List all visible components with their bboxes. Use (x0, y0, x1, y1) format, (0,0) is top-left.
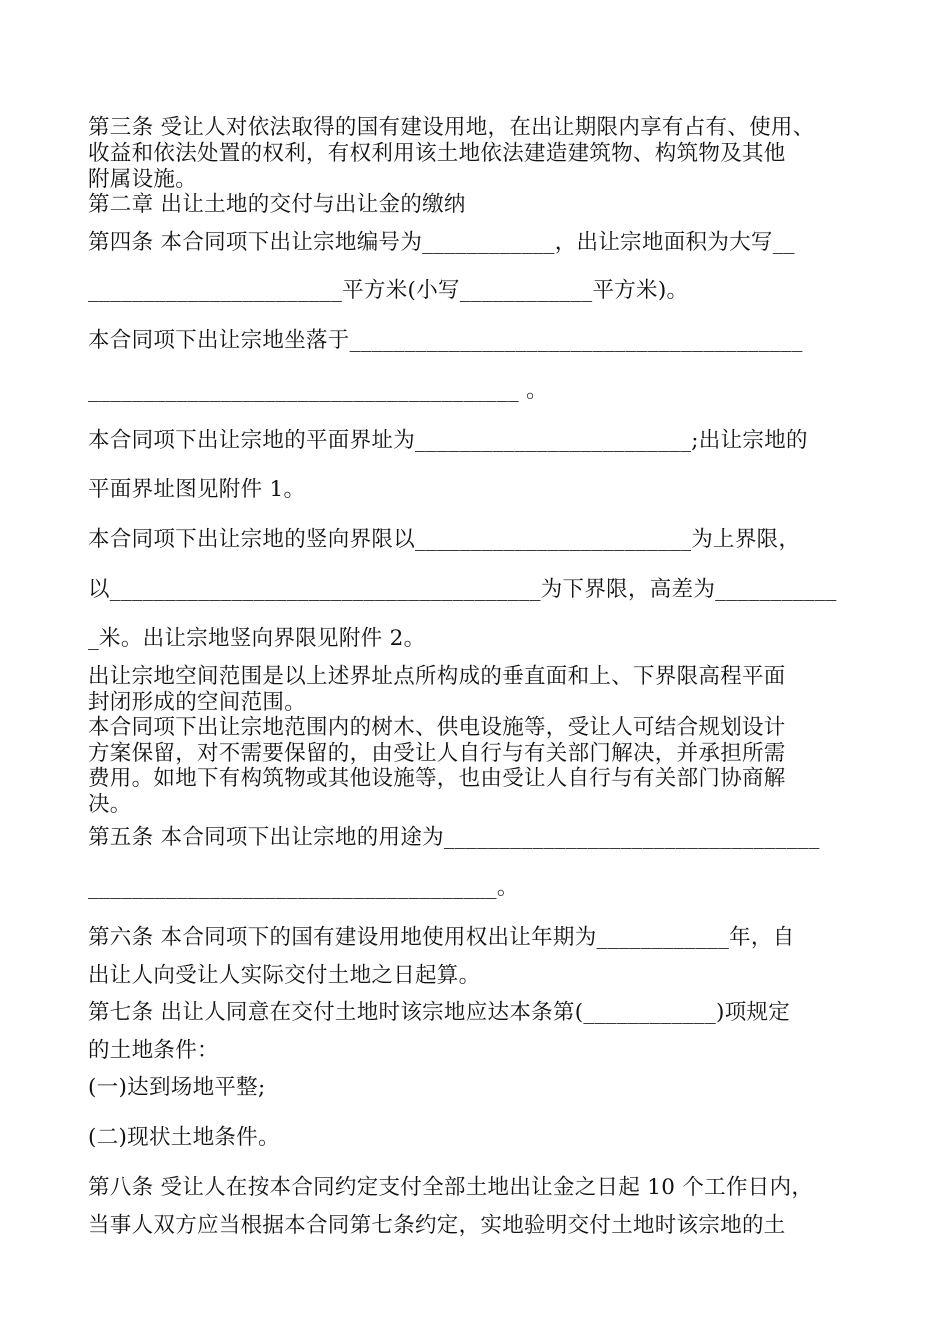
text-line: 出让宗地空间范围是以上述界址点所构成的垂直面和上、下界限高程平面 (88, 664, 786, 689)
text-line: 费用。如地下有构筑物或其他设施等，也由受让人自行与有关部门协商解 (88, 766, 786, 791)
text-line: 第三条 受让人对依法取得的国有建设用地，在出让期限内享有占有、使用、 (88, 115, 815, 140)
list-item: (二)现状土地条件。 (88, 1125, 280, 1150)
chapter-heading: 第二章 出让土地的交付与出让金的缴纳 (88, 192, 466, 217)
text-line: 第四条 本合同项下出让宗地编号为____________，出让宗地面积为大写__ (88, 230, 795, 255)
text-line: 本合同项下出让宗地范围内的树木、供电设施等，受让人可结合规划设计 (88, 715, 786, 740)
text-line: _______________________平方米(小写____________平方米)。 (88, 278, 689, 303)
list-item: (一)达到场地平整; (88, 1075, 266, 1100)
text-line: 方案保留，对不需要保留的，由受让人自行与有关部门解决，并承担所需 (88, 741, 786, 766)
text-line: 附属设施。 (88, 167, 198, 192)
text-line: 平面界址图见附件 1。 (88, 477, 306, 502)
text-line: 出让人向受让人实际交付土地之日起算。 (88, 963, 481, 988)
text-line: 本合同项下出让宗地的竖向界限以_________________________为上界限， (88, 527, 801, 552)
text-line: 本合同项下出让宗地坐落于_________________________________________ (88, 328, 803, 353)
text-line: 当事人双方应当根据本合同第七条约定，实地验明交付土地时该宗地的土 (88, 1213, 786, 1238)
text-line: 以_______________________________________为下界限，高差为___________ (88, 577, 837, 602)
text-line: _米。出让宗地竖向界限见附件 2。 (88, 626, 426, 651)
text-line: 第八条 受让人在按本合同约定支付全部土地出让金之日起 10 个工作日内， (88, 1175, 814, 1200)
text-line: 本合同项下出让宗地的平面界址为_________________________;出让宗地的 (88, 428, 808, 453)
text-line: 决。 (88, 792, 132, 817)
text-line: 第五条 本合同项下出让宗地的用途为__________________________________ (88, 825, 820, 850)
text-line: _____________________________________。 (88, 875, 519, 900)
text-line: 的土地条件： (88, 1038, 219, 1063)
text-line: 封闭形成的空间范围。 (88, 690, 307, 715)
text-line: _______________________________________ 。 (88, 378, 548, 403)
text-line: 第六条 本合同项下的国有建设用地使用权出让年期为____________年，自 (88, 925, 795, 950)
text-line: 收益和依法处置的权利，有权利用该土地依法建造建筑物、构筑物及其他 (88, 141, 786, 166)
text-line: 第七条 出让人同意在交付土地时该宗地应达本条第(____________)项规定 (88, 1000, 791, 1025)
